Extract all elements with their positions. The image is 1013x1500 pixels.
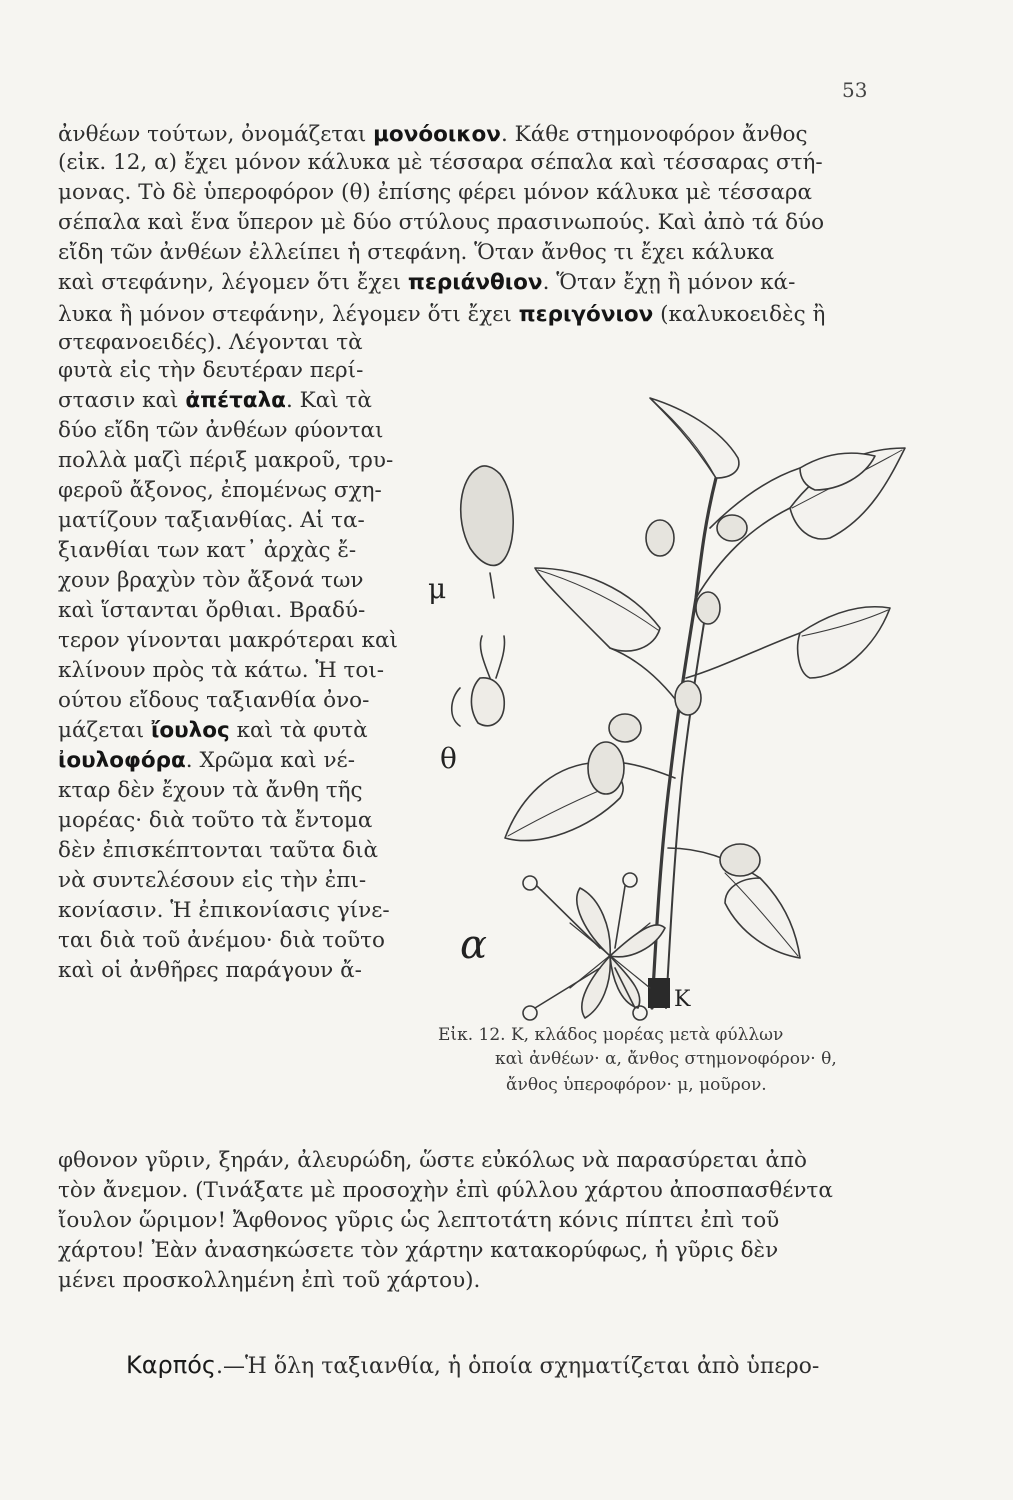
text-line — [58, 1146, 900, 1176]
text-line — [58, 806, 372, 836]
text-run: δὲν ἐπισκέπτονται ταῦτα διὰ — [58, 838, 379, 863]
text-run: μονας. Τὸ δὲ ὑπεροφόρον (θ) ἐπίσης φέρει μόνον κάλυκα μὲ τέσσαρα — [58, 180, 813, 205]
text-line — [58, 356, 363, 386]
figure-label-mu: μ — [428, 572, 447, 605]
text-line — [58, 866, 366, 896]
text-line — [58, 1176, 900, 1206]
text-line — [58, 268, 900, 298]
text-run: τὸν ἄνεμον. (Τινάξατε μὲ προσοχὴν ἐπὶ φύλλου χάρτου ἀποσπασθέντα — [58, 1178, 833, 1203]
bold-term: περιγόνιον — [518, 302, 654, 327]
text-line — [58, 536, 356, 566]
text-line — [58, 956, 362, 986]
text-line — [58, 1236, 900, 1266]
bold-term: ἰουλοφόρα — [58, 748, 186, 773]
bold-term: μονόοικον — [373, 122, 501, 147]
text-line — [58, 596, 365, 626]
text-run: ἀνθέων τούτων, ὀνομάζεται — [58, 122, 374, 147]
text-line — [58, 506, 365, 536]
text-run: (εἰκ. 12, α) ἔχει μόνον κάλυκα μὲ τέσσαρα σέπαλα καὶ τέσσαρας στή- — [58, 150, 823, 175]
text-line — [58, 120, 900, 150]
text-line — [58, 300, 900, 330]
text-line — [58, 1266, 900, 1296]
text-line — [58, 1206, 900, 1236]
text-run: κονίασιν. Ἡ ἐπικονίασις γίνε- — [58, 898, 390, 923]
text-run: . Χρῶμα καὶ νέ- — [185, 748, 355, 773]
bold-term: ἀπέταλα — [185, 388, 286, 413]
text-run: φυτὰ εἰς τὴν δευτέραν περί- — [58, 358, 364, 383]
text-run: ἴουλον ὥριμον! Ἄφθονος γῦρις ὡς λεπτοτάτη κόνις πίπτει ἐπὶ τοῦ — [58, 1208, 780, 1233]
text-line — [58, 686, 369, 716]
text-run: πολλὰ μαζὶ πέριξ μακροῦ, τρυ- — [58, 448, 394, 473]
text-line — [58, 656, 384, 686]
text-run: κταρ δὲν ἔχουν τὰ ἄνθη τῆς — [58, 778, 363, 803]
section-intro-text: .—Ἡ ὅλη ταξιανθία, ἡ ὁποία σχηματίζεται ἀπὸ ὑπερο- — [216, 1354, 820, 1379]
figure-label-kappa: Κ — [674, 987, 691, 1012]
text-run: κλίνουν πρὸς τὰ κάτω. Ἡ τοι- — [58, 658, 385, 683]
text-run: νὰ συντελέσουν εἰς τὴν ἐπι- — [58, 868, 367, 893]
text-run: εἴδη τῶν ἀνθέων ἐλλείπει ἡ στεφάνη. Ὅταν ἄνθος τι ἔχει κάλυκα — [58, 240, 775, 265]
text-run: . Καὶ τὰ — [285, 388, 372, 413]
text-run: χάρτου! Ἐὰν ἀνασηκώσετε τὸν χάρτην κατακορύφως, ἡ γῦρις δὲν — [58, 1238, 779, 1263]
text-run: ματίζουν ταξιανθίας. Αἱ τα- — [58, 508, 365, 533]
text-line — [58, 566, 364, 596]
text-run: λυκα ἢ μόνον στεφάνην, λέγομεν ὅτι ἔχει — [58, 302, 519, 327]
text-line — [58, 926, 385, 956]
mulberry-branch-illustration — [420, 378, 920, 1058]
text-run: στεφανοειδές). Λέγονται τὰ — [58, 330, 363, 355]
figure-caption-line-1: Εἰκ. 12. Κ, κλάδος μορέας μετὰ φύλλων — [438, 1025, 784, 1045]
text-run: σέπαλα καὶ ἕνα ὕπερον μὲ δύο στύλους πρασινωπούς. Καὶ ἀπὸ τά δύο — [58, 210, 825, 235]
text-run: φθονον γῦριν, ξηράν, ἀλευρώδη, ὥστε εὐκόλως νὰ παρασύρεται ἀπὸ — [58, 1148, 807, 1173]
figure-label-alpha: α — [460, 922, 488, 968]
figure-label-theta: θ — [440, 742, 457, 775]
text-line — [58, 746, 355, 776]
text-line — [58, 716, 368, 746]
text-run: . Κάθε στημονοφόρον ἄνθος — [500, 122, 808, 147]
text-run: μορέας· διὰ τοῦτο τὰ ἔντομα — [58, 808, 373, 833]
text-run: χουν βραχὺν τὸν ἄξονά των — [58, 568, 364, 593]
text-run: . Ὅταν ἔχῃ ἢ μόνον κά- — [542, 270, 796, 295]
text-line — [58, 446, 393, 476]
text-line — [58, 836, 378, 866]
text-line — [58, 208, 900, 238]
text-run: μάζεται — [58, 718, 151, 743]
text-run: καὶ τὰ φυτὰ — [229, 718, 368, 743]
text-run: καὶ οἱ ἀνθῆρες παράγουν ἄ- — [58, 958, 362, 983]
text-line — [58, 386, 372, 416]
text-line — [58, 416, 383, 446]
text-line — [58, 178, 900, 208]
text-run: ται διὰ τοῦ ἀνέμου· διὰ τοῦτο — [58, 928, 386, 953]
text-run: ούτου εἴδους ταξιανθία ὀνο- — [58, 688, 370, 713]
text-run: μένει προσκολλημένη ἐπὶ τοῦ χάρτου). — [58, 1268, 481, 1293]
text-run: δύο εἴδη τῶν ἀνθέων φύονται — [58, 418, 384, 443]
page-number: 53 — [842, 78, 868, 102]
text-run: καὶ ἵστανται ὄρθιαι. Βραδύ- — [58, 598, 366, 623]
text-run: (καλυκοειδὲς ἢ — [653, 302, 826, 327]
text-line — [58, 776, 363, 806]
text-run: ξιανθίαι των κατ᾽ ἀρχὰς ἔ- — [58, 538, 357, 563]
bold-term: ἴουλος — [150, 718, 230, 743]
text-line — [58, 328, 363, 358]
text-run: στασιν καὶ — [58, 388, 186, 413]
text-line — [58, 148, 900, 178]
text-line — [58, 896, 390, 926]
next-section-start — [126, 1351, 819, 1379]
text-line — [58, 476, 382, 506]
text-line — [58, 626, 398, 656]
bold-term: περιάνθιον — [407, 270, 543, 295]
figure-caption-line-2: καὶ ἀνθέων· α, ἄνθος στημονοφόρον· θ, — [495, 1049, 837, 1069]
text-run: καὶ στεφάνην, λέγομεν ὅτι ἔχει — [58, 270, 408, 295]
section-term-karpos: Καρπός — [126, 1351, 217, 1379]
text-run: τερον γίνονται μακρότεραι καὶ — [58, 628, 398, 653]
figure-caption-line-3: ἄνθος ὑπεροφόρον· μ, μοῦρον. — [506, 1075, 767, 1095]
text-run: φεροῦ ἄξονος, ἐπομένως σχη- — [58, 478, 382, 503]
text-line — [58, 238, 900, 268]
